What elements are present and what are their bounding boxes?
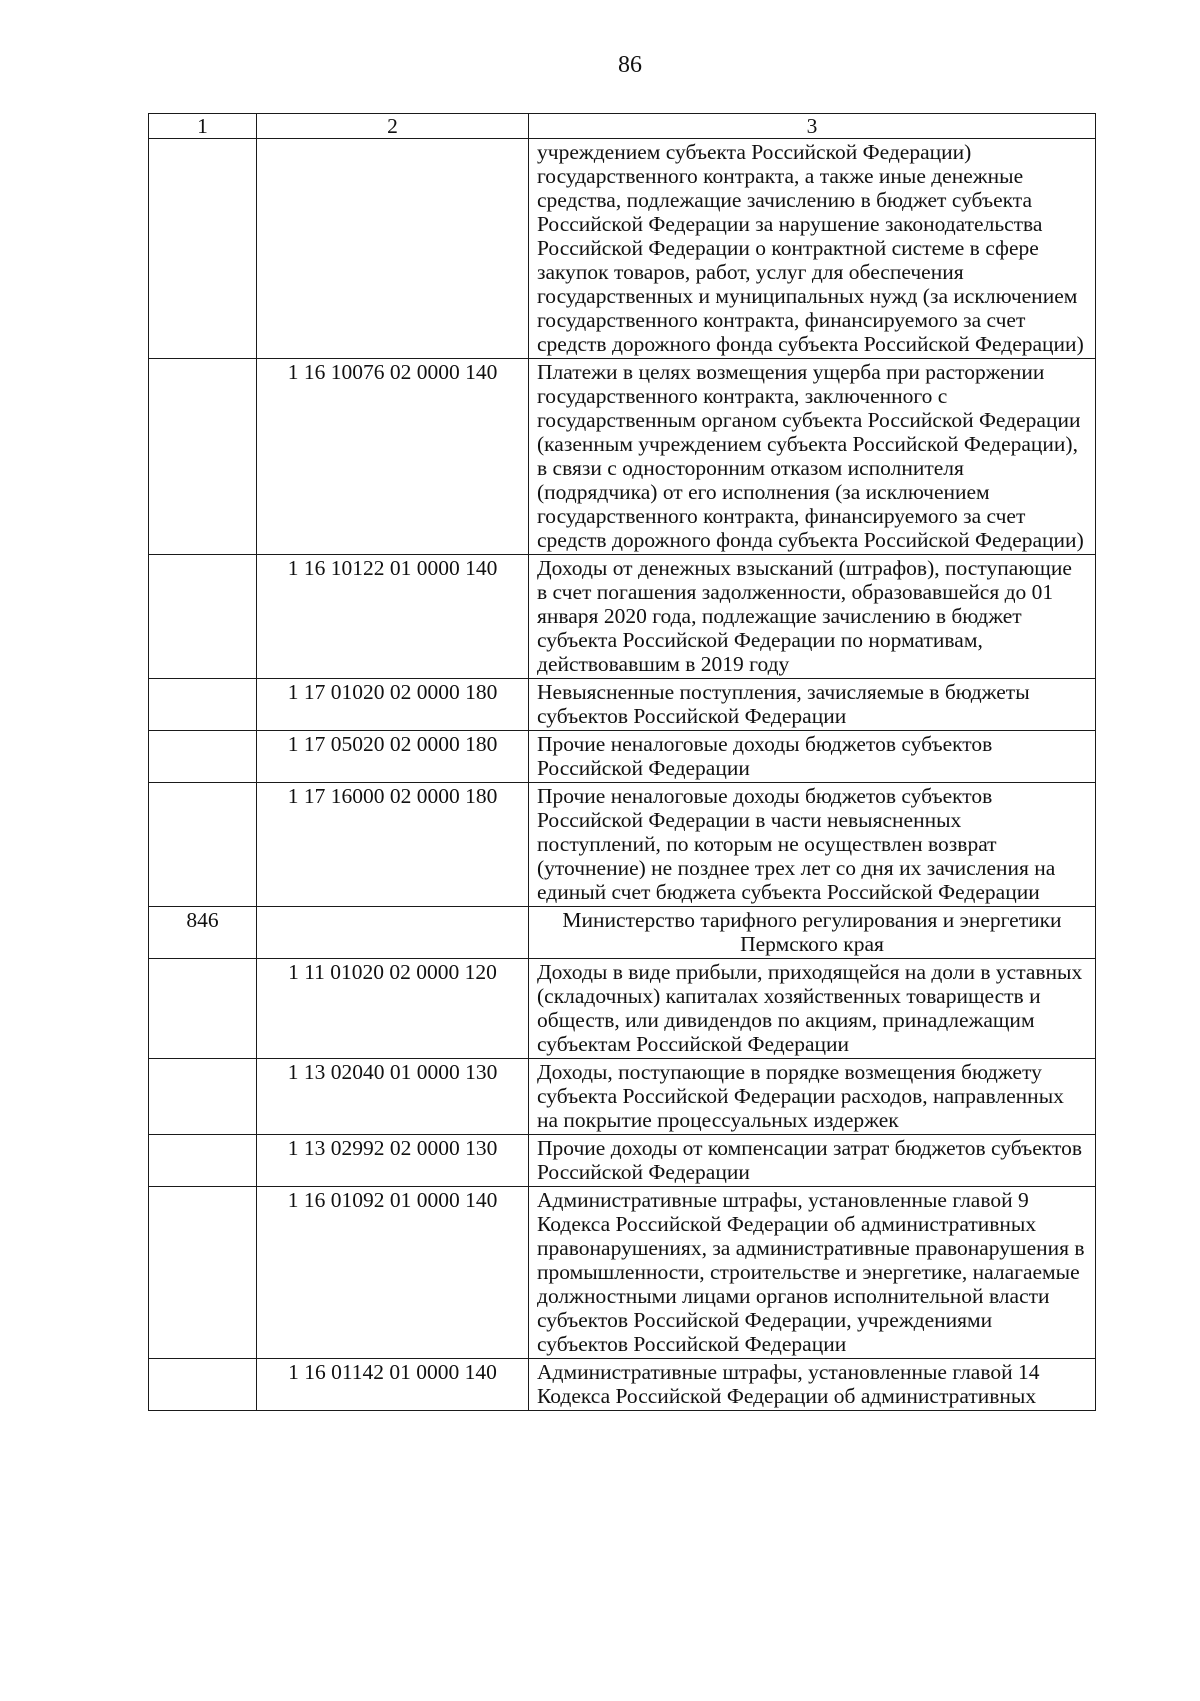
description-cell: Прочие неналоговые доходы бюджетов субъектов Российской Федерации bbox=[529, 731, 1096, 783]
budget-code-cell: 1 13 02992 02 0000 130 bbox=[257, 1135, 529, 1187]
admin-code-cell bbox=[149, 139, 257, 359]
admin-code-cell bbox=[149, 679, 257, 731]
table-header-row bbox=[149, 114, 1096, 139]
budget-code-cell: 1 16 10076 02 0000 140 bbox=[257, 359, 529, 555]
description-cell: Платежи в целях возмещения ущерба при расторжении государственного контракта, заключенного с государственным органом субъекта Российской Федерации (казенным учреждением субъекта Российской Федерации), в связи с односторонним отказом исполнителя (подрядчика) от его исполнения (за исключением государственного контракта, финансируемого за счет средств дорожного фонда субъекта Российской Федерации) bbox=[529, 359, 1096, 555]
column-number-1: 1 bbox=[149, 114, 257, 139]
description-cell: учреждением субъекта Российской Федерации) государственного контракта, а также иные денежные средства, подлежащие зачислению в бюджет субъекта Российской Федерации за нарушение законодательства Российской Федерации о контрактной системе в сфере закупок товаров, работ, услуг для обеспечения государственных и муниципальных нужд (за исключением государственного контракта, финансируемого за счет средств дорожного фонда субъекта Российской Федерации) bbox=[529, 139, 1096, 359]
budget-code-cell: 1 17 01020 02 0000 180 bbox=[257, 679, 529, 731]
admin-code-cell bbox=[149, 1187, 257, 1359]
admin-code-cell bbox=[149, 959, 257, 1059]
column-number-3: 3 bbox=[529, 114, 1096, 139]
budget-code-cell: 1 17 05020 02 0000 180 bbox=[257, 731, 529, 783]
description-cell: Доходы, поступающие в порядке возмещения бюджету субъекта Российской Федерации расходов, направленных на покрытие процессуальных издержек bbox=[529, 1059, 1096, 1135]
budget-code-cell: 1 16 01092 01 0000 140 bbox=[257, 1187, 529, 1359]
budget-code-cell: 1 17 16000 02 0000 180 bbox=[257, 783, 529, 907]
admin-code-cell: 846 bbox=[149, 907, 257, 959]
budget-code-cell bbox=[257, 907, 529, 959]
table-row bbox=[149, 1359, 1096, 1411]
admin-code-cell bbox=[149, 731, 257, 783]
table-row bbox=[149, 1135, 1096, 1187]
table-row bbox=[149, 959, 1096, 1059]
organization-name-cell: Министерство тарифного регулирования и энергетики Пермского края bbox=[529, 907, 1096, 959]
description-cell: Доходы от денежных взысканий (штрафов), поступающие в счет погашения задолженности, образовавшейся до 01 января 2020 года, подлежащие зачислению в бюджет субъекта Российской Федерации по нормативам, действовавшим в 2019 году bbox=[529, 555, 1096, 679]
description-cell: Прочие доходы от компенсации затрат бюджетов субъектов Российской Федерации bbox=[529, 1135, 1096, 1187]
table-row bbox=[149, 1187, 1096, 1359]
budget-code-cell: 1 11 01020 02 0000 120 bbox=[257, 959, 529, 1059]
table-row bbox=[149, 1059, 1096, 1135]
table-row bbox=[149, 555, 1096, 679]
admin-code-cell bbox=[149, 783, 257, 907]
admin-code-cell bbox=[149, 1135, 257, 1187]
description-cell: Административные штрафы, установленные главой 14 Кодекса Российской Федерации об административных bbox=[529, 1359, 1096, 1411]
budget-code-cell bbox=[257, 139, 529, 359]
description-cell: Доходы в виде прибыли, приходящейся на доли в уставных (складочных) капиталах хозяйственных товариществ и обществ, или дивидендов по акциям, принадлежащим субъектам Российской Федерации bbox=[529, 959, 1096, 1059]
column-number-2: 2 bbox=[257, 114, 529, 139]
budget-classification-table bbox=[148, 113, 1096, 1411]
budget-code-cell: 1 16 10122 01 0000 140 bbox=[257, 555, 529, 679]
description-cell: Административные штрафы, установленные главой 9 Кодекса Российской Федерации об административных правонарушениях, за административные правонарушения в промышленности, строительстве и энергетике, налагаемые должностными лицами органов исполнительной власти субъектов Российской Федерации, учреждениями субъектов Российской Федерации bbox=[529, 1187, 1096, 1359]
table-row bbox=[149, 359, 1096, 555]
description-cell: Невыясненные поступления, зачисляемые в бюджеты субъектов Российской Федерации bbox=[529, 679, 1096, 731]
table-row bbox=[149, 731, 1096, 783]
admin-code-cell bbox=[149, 555, 257, 679]
table-row bbox=[149, 139, 1096, 359]
budget-code-cell: 1 16 01142 01 0000 140 bbox=[257, 1359, 529, 1411]
table-row bbox=[149, 783, 1096, 907]
admin-code-cell bbox=[149, 359, 257, 555]
description-cell: Прочие неналоговые доходы бюджетов субъектов Российской Федерации в части невыясненных поступлений, по которым не осуществлен возврат (уточнение) не позднее трех лет со дня их зачисления на единый счет бюджета субъекта Российской Федерации bbox=[529, 783, 1096, 907]
table-row bbox=[149, 679, 1096, 731]
admin-code-cell bbox=[149, 1059, 257, 1135]
page-number: 86 bbox=[618, 52, 642, 78]
budget-code-cell: 1 13 02040 01 0000 130 bbox=[257, 1059, 529, 1135]
table-row-organization bbox=[149, 907, 1096, 959]
admin-code-cell bbox=[149, 1359, 257, 1411]
